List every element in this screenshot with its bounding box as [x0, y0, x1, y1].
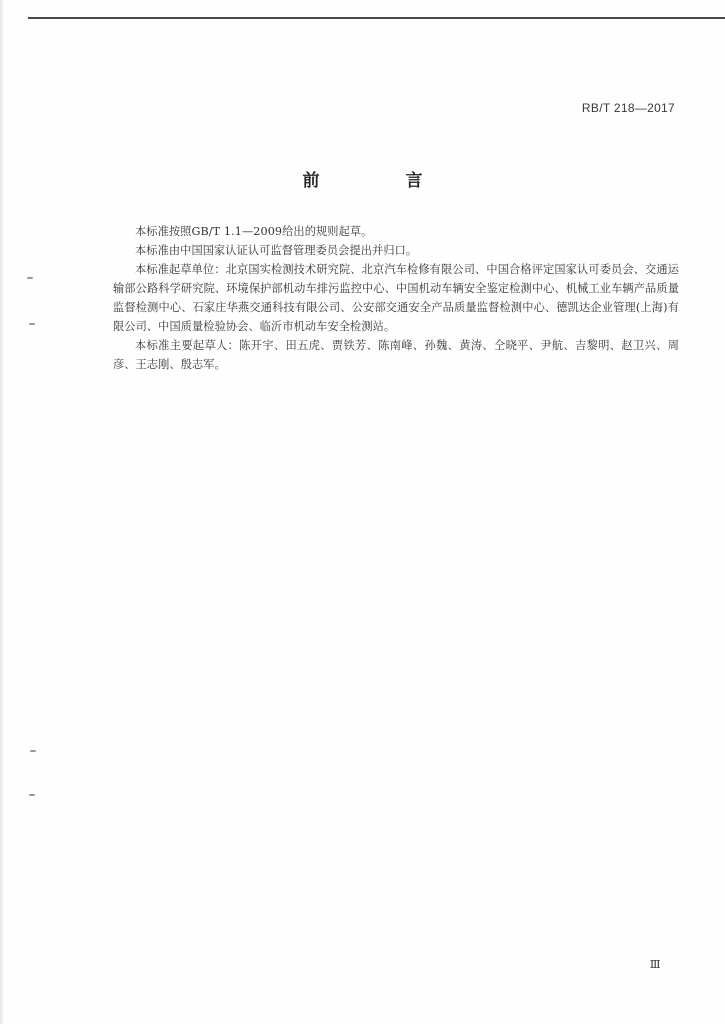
scan-mark — [29, 794, 35, 796]
header-rule — [28, 17, 725, 19]
scan-mark — [30, 750, 36, 752]
paragraph-drafters: 本标准主要起草人：陈开宇、田五虎、贾铁芳、陈南峰、孙魏、黄涛、仝晓平、尹航、吉黎明、赵卫兴、周彦、王志刚、殷志军。 — [113, 339, 679, 371]
foreword-body — [113, 222, 679, 374]
page-title: 前 言 — [302, 171, 463, 191]
document-code: RB/T 218—2017 — [581, 101, 675, 115]
page-number: Ⅲ — [649, 958, 661, 971]
paragraph-drafting-rules: 本标准按照GB/T 1.1—2009给出的规则起草。 — [135, 225, 373, 238]
scan-mark — [29, 323, 35, 325]
paragraph-proposer: 本标准由中国国家认证认可监督管理委员会提出并归口。 — [135, 244, 418, 257]
scan-left-edge — [0, 0, 4, 1024]
scan-mark — [27, 277, 33, 279]
paragraph-drafting-units: 本标准起草单位：北京国实检测技术研究院、北京汽车检修有限公司、中国合格评定国家认可委员会、交通运输部公路科学研究院、环境保护部机动车排污监控中心、中国机动车辆安全鉴定检测中心、机械工业车辆产品质量监督检测中心、石家庄华燕交通科技有限公司、公安部交通安全产品质量监督检测中心、德凯达企业管理(上海)有限公司、中国质量检验协会、临沂市机动车安全检测站。 — [113, 263, 679, 333]
